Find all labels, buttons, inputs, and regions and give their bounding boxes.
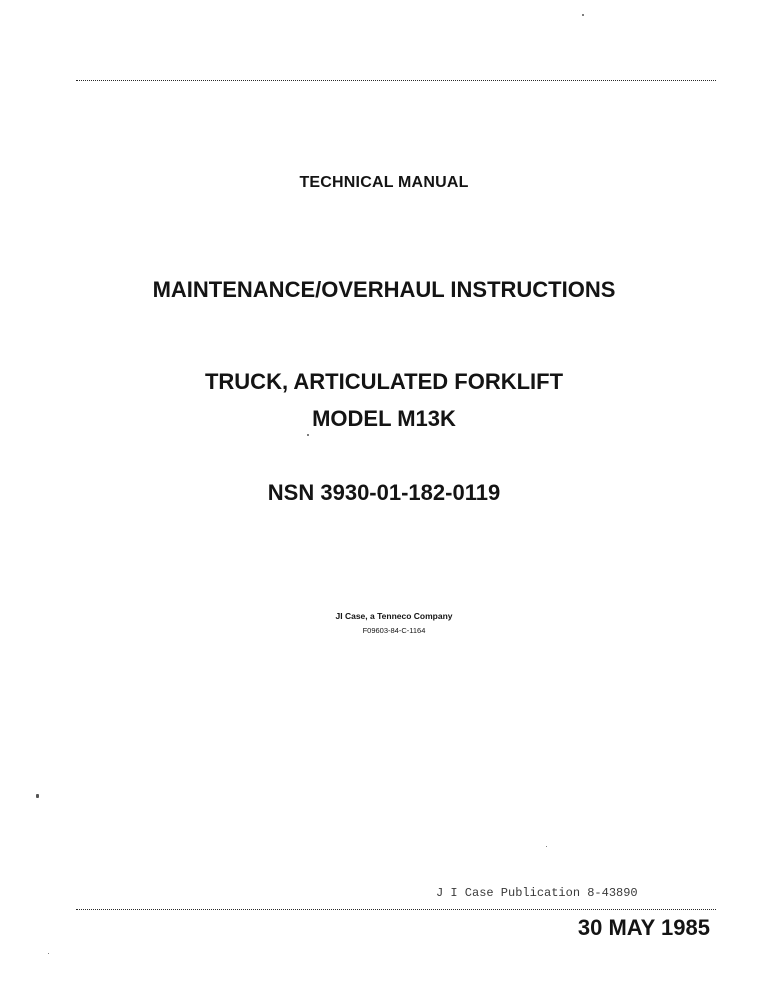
top-divider xyxy=(76,80,716,81)
publication-number: J I Case Publication 8-43890 xyxy=(436,886,638,900)
national-stock-number: NSN 3930-01-182-0119 xyxy=(267,480,501,505)
scan-speck xyxy=(307,434,309,436)
company-name: JI Case, a Tenneco Company xyxy=(335,611,453,621)
manual-subject-title: MAINTENANCE/OVERHAUL INSTRUCTIONS xyxy=(152,277,616,302)
scan-speck xyxy=(546,846,547,847)
equipment-model: MODEL M13K xyxy=(312,406,456,431)
scan-speck xyxy=(36,794,39,798)
manual-type-heading: TECHNICAL MANUAL xyxy=(299,174,469,191)
contract-number: F09603-84-C-1164 xyxy=(362,626,426,635)
publication-date: 30 MAY 1985 xyxy=(577,915,710,940)
bottom-divider xyxy=(76,909,716,910)
scan-speck xyxy=(48,953,49,954)
equipment-name: TRUCK, ARTICULATED FORKLIFT xyxy=(204,369,564,394)
scan-speck xyxy=(582,14,584,16)
